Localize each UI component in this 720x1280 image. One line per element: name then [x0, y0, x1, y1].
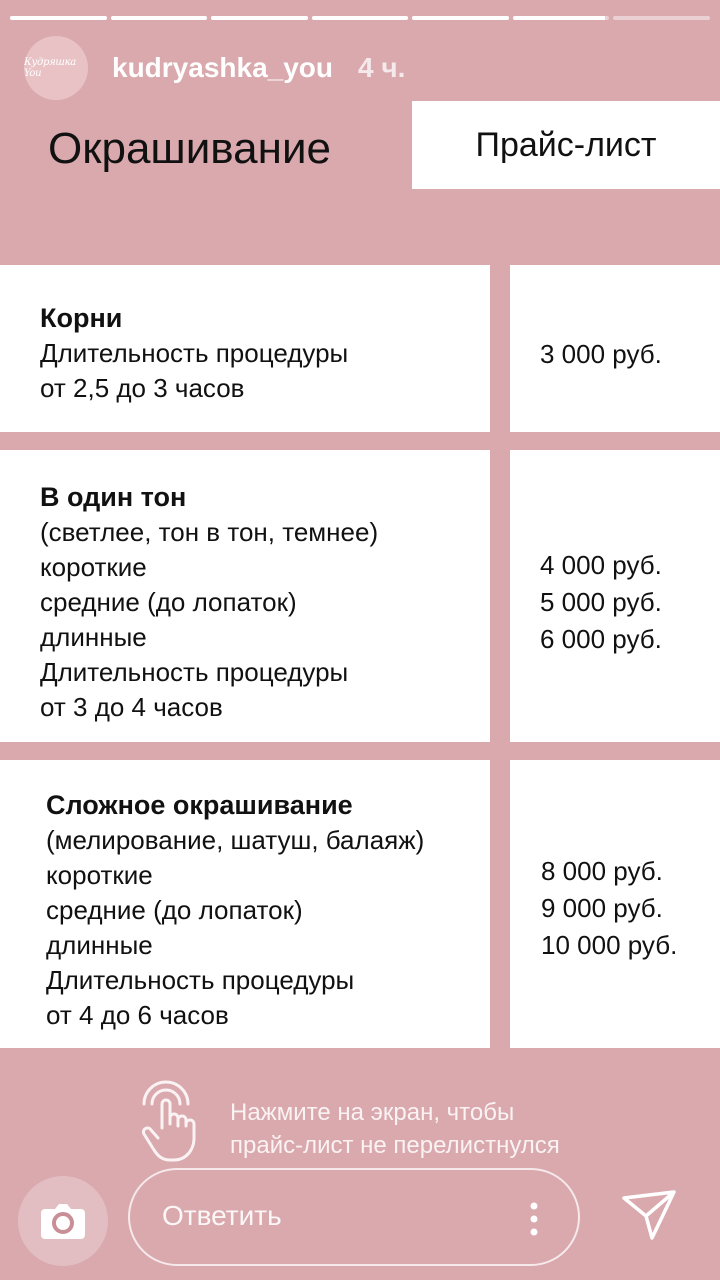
camera-button[interactable] — [18, 1176, 108, 1266]
price-value: 4 000 руб. — [540, 550, 662, 580]
service-card-single-tone — [0, 450, 490, 742]
service-detail: длинные — [46, 930, 153, 960]
service-detail: от 4 до 6 часов — [46, 1000, 229, 1030]
service-detail: (мелирование, шатуш, балаяж) — [46, 825, 425, 855]
price-value: 10 000 руб. — [541, 930, 678, 960]
service-detail: Длительность процедуры — [46, 965, 355, 995]
page-title: Окрашивание — [48, 124, 331, 173]
price-value: 6 000 руб. — [540, 624, 662, 654]
story-progress-fill — [111, 16, 208, 20]
story-progress-fill — [312, 16, 409, 20]
tap-hand-icon — [138, 1074, 202, 1166]
price-list-label: Прайс-лист — [475, 125, 657, 164]
story-progress-fill — [211, 16, 308, 20]
service-detail: от 3 до 4 часов — [40, 692, 223, 722]
service-name: В один тон — [40, 482, 187, 512]
hint-text — [230, 1096, 560, 1162]
story-progress-segment — [111, 16, 208, 20]
price-cell-roots — [510, 265, 720, 432]
price-value: 3 000 руб. — [540, 339, 662, 369]
service-card-roots — [0, 265, 490, 432]
avatar[interactable] — [24, 36, 88, 100]
service-detail: (светлее, тон в тон, темнее) — [40, 517, 379, 547]
story-progress-segment — [613, 16, 710, 20]
send-icon[interactable] — [620, 1186, 678, 1244]
story-progress-fill — [412, 16, 509, 20]
price-cell-single-tone — [510, 450, 720, 742]
price-value: 9 000 руб. — [541, 893, 663, 923]
story-progress-segment — [412, 16, 509, 20]
price-cell-complex — [510, 760, 720, 1048]
story-progress-segment — [211, 16, 308, 20]
story-progress-segment — [10, 16, 107, 20]
service-detail: короткие — [40, 552, 147, 582]
service-detail: средние (до лопаток) — [46, 895, 303, 925]
story-progress-segment — [513, 16, 610, 20]
reply-placeholder: Ответить — [162, 1200, 282, 1231]
story-progress — [10, 16, 710, 20]
avatar-logo-text: Кудряшка You — [24, 57, 76, 79]
story-progress-segment — [312, 16, 409, 20]
camera-icon — [39, 1201, 87, 1241]
service-card-complex — [0, 760, 490, 1048]
service-detail: Длительность процедуры — [40, 657, 349, 687]
service-name: Корни — [40, 303, 123, 333]
service-detail: короткие — [46, 860, 153, 890]
service-detail: Длительность процедуры — [40, 338, 349, 368]
username[interactable]: kudryashka_you — [112, 52, 333, 83]
service-name: Сложное окрашивание — [46, 790, 353, 820]
service-detail: от 2,5 до 3 часов — [40, 373, 245, 403]
price-value: 5 000 руб. — [540, 587, 662, 617]
more-vertical-icon[interactable] — [530, 1202, 538, 1236]
post-time: 4 ч. — [358, 52, 406, 83]
price-value: 8 000 руб. — [541, 856, 663, 886]
story-progress-fill — [513, 16, 605, 20]
price-list-badge — [412, 101, 720, 189]
service-detail: средние (до лопаток) — [40, 587, 297, 617]
hint-line: прайс-лист не перелистнулся — [230, 1132, 560, 1159]
reply-input[interactable] — [128, 1168, 580, 1266]
story-progress-fill — [10, 16, 107, 20]
service-detail: длинные — [40, 622, 147, 652]
hint-line: Нажмите на экран, чтобы — [230, 1099, 515, 1126]
